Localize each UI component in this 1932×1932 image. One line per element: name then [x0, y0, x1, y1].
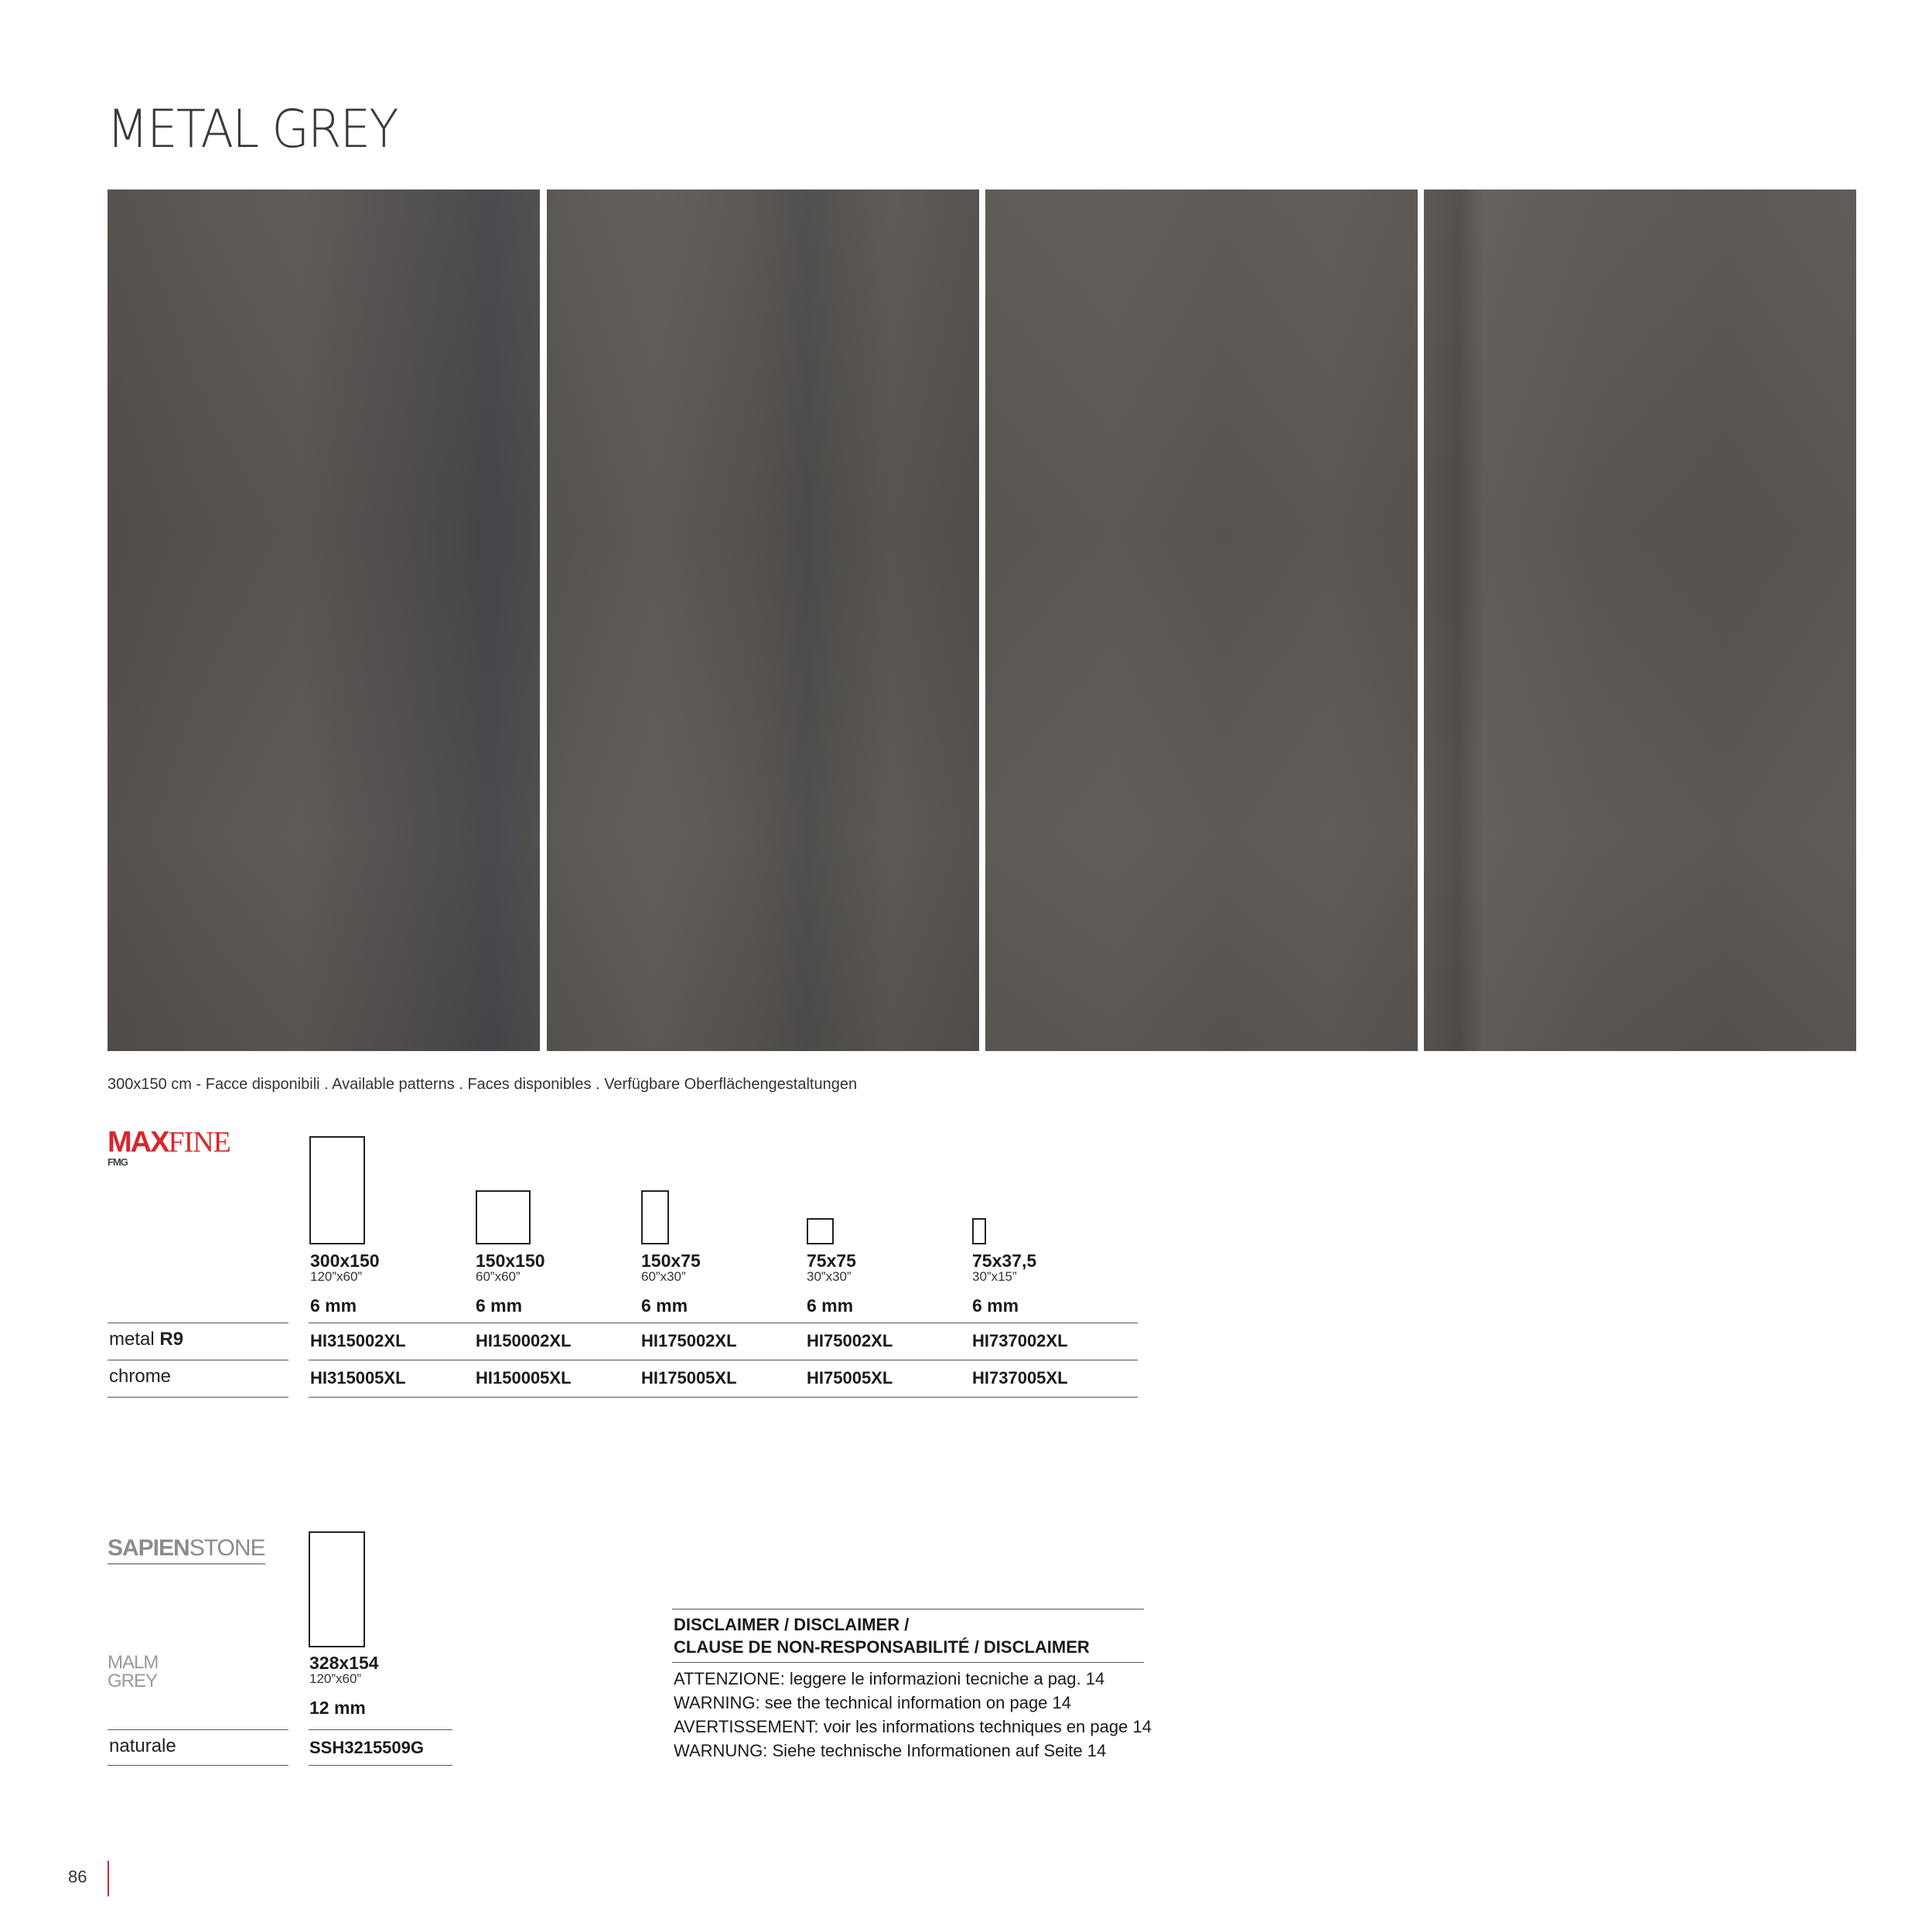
disclaimer-body [674, 1667, 1152, 1763]
format-size: 150x75 [641, 1251, 701, 1271]
format-col-2 [476, 1251, 545, 1316]
page-number: 86 [68, 1867, 87, 1886]
disclaimer-line: ATTENZIONE: leggere le informazioni tecniche a pag. 14 [674, 1669, 1105, 1688]
format-inches: 30”x15” [972, 1269, 1017, 1284]
table-divider [309, 1765, 452, 1766]
format-inches: 60”x60” [476, 1269, 521, 1284]
product-code: HI737002XL [972, 1331, 1068, 1350]
format-shape-150x75 [641, 1190, 669, 1244]
row-label-chrome: chrome [109, 1366, 172, 1387]
disclaimer-heading [674, 1613, 1090, 1658]
format-col-1 [310, 1251, 380, 1316]
disclaimer-mid-rule [672, 1662, 1144, 1663]
product-code: HI315002XL [310, 1331, 406, 1350]
maxfine-logo-rest: FINE [168, 1126, 230, 1159]
format-shape-300x150 [309, 1136, 365, 1244]
table-divider [309, 1397, 1138, 1398]
format-size: 150x150 [476, 1251, 545, 1271]
table-divider [309, 1729, 452, 1730]
product-code: HI75005XL [807, 1368, 893, 1388]
maxfine-logo-sub: FMG [108, 1156, 128, 1168]
disclaimer-line: WARNUNG: Siehe technische Informationen auf Seite 14 [674, 1741, 1107, 1760]
row-label-bold: R9 [159, 1329, 184, 1350]
row-label-naturale: naturale [109, 1736, 176, 1756]
row-label-metal [109, 1329, 183, 1350]
maxfine-logo-bold: MAX [108, 1126, 169, 1159]
format-thickness: 6 mm [641, 1295, 688, 1316]
format-inches: 30”x30” [807, 1269, 852, 1284]
table-divider [108, 1397, 288, 1398]
patterns-caption: 300x150 cm - Facce disponibili . Available patterns . Faces disponibles . Verfügbare Oberflächengestaltungen [108, 1076, 858, 1093]
disclaimer-heading-line1: DISCLAIMER / DISCLAIMER / [674, 1615, 910, 1634]
format-shape-150x150 [476, 1190, 531, 1244]
format-size: 328x154 [309, 1653, 379, 1673]
product-name-line1: MALM [108, 1652, 159, 1673]
product-code: HI75002XL [807, 1331, 893, 1350]
format-thickness: 6 mm [476, 1295, 523, 1316]
product-code: HI175005XL [641, 1368, 737, 1388]
sapienstone-logo [108, 1535, 265, 1565]
tile-face-2 [547, 189, 979, 1051]
format-shape-75x37 [972, 1218, 986, 1244]
product-code: HI150005XL [476, 1368, 572, 1388]
format-col-3 [641, 1251, 701, 1316]
product-code: HI150002XL [476, 1331, 572, 1350]
format-size: 300x150 [310, 1251, 380, 1271]
page-number-marker [108, 1861, 109, 1896]
format-thickness: 6 mm [807, 1295, 854, 1316]
format-inches: 120”x60” [309, 1671, 362, 1686]
sapienstone-logo-rest: STONE [189, 1535, 265, 1561]
sapienstone-product-name [108, 1654, 158, 1691]
format-col-4 [807, 1251, 856, 1316]
format-inches: 120”x60” [310, 1269, 363, 1284]
row-label-text: metal [109, 1329, 155, 1350]
table-divider [108, 1765, 288, 1766]
tile-face-1 [108, 189, 540, 1051]
maxfine-logo [108, 1125, 230, 1168]
disclaimer-line: AVERTISSEMENT: voir les informations techniques en page 14 [674, 1717, 1152, 1736]
sapienstone-format [309, 1653, 379, 1719]
page-title: METAL GREY [107, 99, 398, 160]
sapienstone-logo-bold: SAPIEN [108, 1535, 189, 1561]
product-code: SSH3215509G [309, 1738, 424, 1757]
format-size: 75x75 [807, 1251, 856, 1271]
product-code: HI315005XL [310, 1368, 406, 1388]
format-size: 75x37,5 [972, 1251, 1037, 1271]
disclaimer-heading-line2: CLAUSE DE NON-RESPONSABILITÉ / DISCLAIMER [674, 1637, 1090, 1657]
product-code: HI175002XL [641, 1331, 737, 1350]
product-name-line2: GREY [108, 1671, 158, 1691]
product-code: HI737005XL [972, 1368, 1068, 1388]
format-thickness: 6 mm [972, 1295, 1019, 1316]
format-thickness: 12 mm [309, 1698, 366, 1718]
disclaimer-line: WARNING: see the technical information on page 14 [674, 1693, 1072, 1712]
tile-face-3 [985, 189, 1418, 1051]
table-divider [108, 1729, 288, 1730]
format-shape-328x154 [309, 1531, 365, 1647]
format-inches: 60”x30” [641, 1269, 686, 1284]
format-shape-75x75 [807, 1218, 834, 1244]
format-col-5 [972, 1251, 1036, 1316]
tile-face-4 [1424, 189, 1856, 1051]
format-thickness: 6 mm [310, 1295, 357, 1316]
